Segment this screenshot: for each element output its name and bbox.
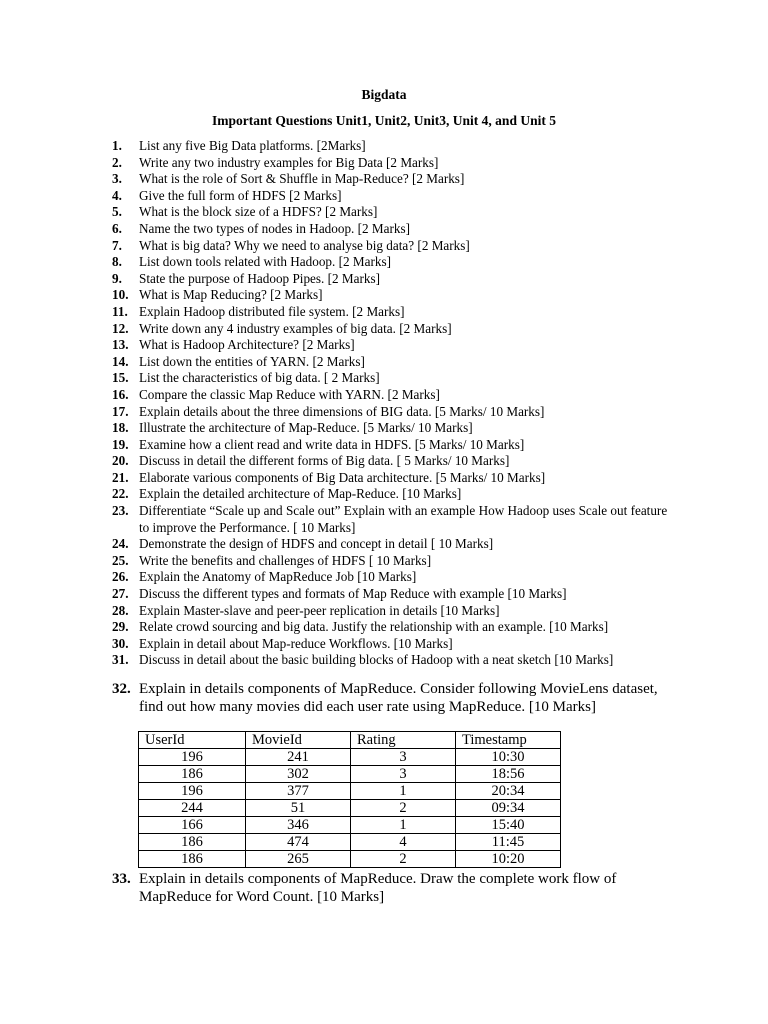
list-item — [112, 453, 672, 470]
list-item — [112, 569, 672, 586]
question-number: 18. — [112, 420, 129, 436]
question-text: Discuss the different types and formats of Map Reduce with example [10 Marks] — [139, 586, 567, 602]
list-item — [112, 188, 672, 205]
table-cell: 4 — [351, 834, 456, 851]
header-timestamp: Timestamp — [456, 732, 561, 749]
question-text: Explain in detail about Map-reduce Workflows. [10 Marks] — [139, 635, 453, 651]
question-number: 28. — [112, 602, 129, 618]
table-cell: 346 — [246, 817, 351, 834]
table-cell: 186 — [139, 834, 246, 851]
question-number: 30. — [112, 635, 129, 651]
table-row — [139, 834, 561, 851]
question-text: Relate crowd sourcing and big data. Justify the relationship with an example. [10 Marks] — [139, 619, 609, 635]
list-item — [112, 503, 672, 536]
question-number: 11. — [112, 303, 128, 319]
question-number: 29. — [112, 619, 129, 635]
question-text: What is the role of Sort & Shuffle in Map-Reduce? [2 Marks] — [139, 171, 465, 187]
question-number: 6. — [112, 220, 122, 236]
question-number: 9. — [112, 270, 122, 286]
question-33 — [112, 871, 672, 906]
list-item — [112, 486, 672, 503]
table-cell: 1 — [351, 817, 456, 834]
question-text: List the characteristics of big data. [ 2 Marks] — [139, 370, 380, 386]
question-text: Explain the Anatomy of MapReduce Job [10 Marks] — [139, 569, 417, 585]
question-text: Explain in details components of MapReduce. Consider following MovieLens dataset, find out how many movies did each user rate using MapReduce. [10 Marks] — [139, 681, 658, 715]
list-item — [112, 304, 672, 321]
list-item — [112, 420, 672, 437]
list-item — [112, 171, 672, 188]
question-number: 25. — [112, 552, 129, 568]
movielens-table — [138, 731, 561, 868]
table-cell: 11:45 — [456, 834, 561, 851]
question-text: Name the two types of nodes in Hadoop. [2 Marks] — [139, 220, 411, 236]
table-cell: 18:56 — [456, 766, 561, 783]
question-text: Discuss in detail the different forms of Big data. [ 5 Marks/ 10 Marks] — [139, 453, 510, 469]
table-body — [139, 749, 561, 868]
table-cell: 10:30 — [456, 749, 561, 766]
table-row — [139, 749, 561, 766]
question-number: 31. — [112, 652, 129, 668]
header-rating: Rating — [351, 732, 456, 749]
table-row — [139, 817, 561, 834]
question-number: 27. — [112, 586, 129, 602]
question-text: Give the full form of HDFS [2 Marks] — [139, 187, 342, 203]
question-number: 20. — [112, 453, 129, 469]
table-cell: 265 — [246, 851, 351, 868]
table-cell: 241 — [246, 749, 351, 766]
list-item — [112, 619, 672, 636]
list-item — [112, 321, 672, 338]
question-text: Compare the classic Map Reduce with YARN. [2 Marks] — [139, 386, 440, 402]
question-text: Explain details about the three dimensions of BIG data. [5 Marks/ 10 Marks] — [139, 403, 545, 419]
question-number: 19. — [112, 436, 129, 452]
table-cell: 15:40 — [456, 817, 561, 834]
list-item — [112, 354, 672, 371]
table-row — [139, 851, 561, 868]
table-cell: 186 — [139, 851, 246, 868]
question-text: Demonstrate the design of HDFS and concept in detail [ 10 Marks] — [139, 536, 494, 552]
table-cell: 3 — [351, 766, 456, 783]
table-cell: 196 — [139, 749, 246, 766]
list-item — [112, 337, 672, 354]
question-text: What is big data? Why we need to analyse big data? [2 Marks] — [139, 237, 470, 253]
question-number: 14. — [112, 353, 129, 369]
list-item — [112, 254, 672, 271]
table-cell: 377 — [246, 783, 351, 800]
list-item — [112, 155, 672, 172]
list-item — [112, 370, 672, 387]
question-number: 5. — [112, 204, 122, 220]
list-item — [112, 636, 672, 653]
question-number: 26. — [112, 569, 129, 585]
list-item — [112, 553, 672, 570]
question-text: Write the benefits and challenges of HDFS [ 10 Marks] — [139, 552, 432, 568]
table-cell: 186 — [139, 766, 246, 783]
question-number: 33. — [112, 871, 131, 887]
question-text: Explain Hadoop distributed file system. [2 Marks] — [139, 303, 405, 319]
list-item — [112, 603, 672, 620]
question-text: Explain Master-slave and peer-peer replication in details [10 Marks] — [139, 602, 500, 618]
list-item — [112, 652, 672, 669]
list-item — [112, 204, 672, 221]
header-userid: UserId — [139, 732, 246, 749]
question-list — [112, 138, 672, 669]
list-item — [112, 586, 672, 603]
question-number: 17. — [112, 403, 129, 419]
header-movieid: MovieId — [246, 732, 351, 749]
question-text: Illustrate the architecture of Map-Reduce. [5 Marks/ 10 Marks] — [139, 420, 473, 436]
table-row — [139, 766, 561, 783]
question-number: 3. — [112, 171, 122, 187]
question-number: 1. — [112, 138, 122, 153]
list-item — [112, 404, 672, 421]
question-number: 7. — [112, 237, 122, 253]
list-item — [112, 287, 672, 304]
list-item — [112, 271, 672, 288]
question-number: 21. — [112, 469, 129, 485]
question-text: List down the entities of YARN. [2 Marks] — [139, 353, 365, 369]
table-header-row — [139, 732, 561, 749]
list-item — [112, 437, 672, 454]
question-text: List any five Big Data platforms. [2Marks] — [139, 138, 366, 153]
question-number: 13. — [112, 337, 129, 353]
document-subtitle: Important Questions Unit1, Unit2, Unit3, Unit 4, and Unit 5 — [212, 113, 556, 128]
table-cell: 196 — [139, 783, 246, 800]
list-item — [112, 470, 672, 487]
question-number: 4. — [112, 187, 122, 203]
question-number: 24. — [112, 536, 129, 552]
question-text: Elaborate various components of Big Data architecture. [5 Marks/ 10 Marks] — [139, 469, 546, 485]
question-number: 32. — [112, 681, 131, 697]
question-text: Explain in details components of MapReduce. Draw the complete work flow of MapReduce for Word Count. [10 Marks] — [139, 871, 617, 905]
list-item — [112, 536, 672, 553]
question-text: Write down any 4 industry examples of big data. [2 Marks] — [139, 320, 452, 336]
table-cell: 10:20 — [456, 851, 561, 868]
table-cell: 2 — [351, 800, 456, 817]
question-text: Examine how a client read and write data in HDFS. [5 Marks/ 10 Marks] — [139, 436, 525, 452]
table-cell: 3 — [351, 749, 456, 766]
question-number: 10. — [112, 287, 129, 303]
table-row — [139, 783, 561, 800]
table-cell: 302 — [246, 766, 351, 783]
list-item — [112, 238, 672, 255]
question-text: What is Hadoop Architecture? [2 Marks] — [139, 337, 355, 353]
table-cell: 166 — [139, 817, 246, 834]
question-number: 8. — [112, 254, 122, 270]
table-row — [139, 800, 561, 817]
question-text: Differentiate “Scale up and Scale out” Explain with an example How Hadoop uses Scale out feature to improve the Performance. [ 10 Marks] — [139, 503, 668, 535]
table-cell: 1 — [351, 783, 456, 800]
list-item — [112, 387, 672, 404]
table-cell: 20:34 — [456, 783, 561, 800]
question-number: 15. — [112, 370, 129, 386]
question-text: Write any two industry examples for Big Data [2 Marks] — [139, 154, 439, 170]
question-text: State the purpose of Hadoop Pipes. [2 Marks] — [139, 270, 380, 286]
list-item — [112, 138, 672, 155]
question-number: 2. — [112, 154, 122, 170]
list-item — [112, 221, 672, 238]
question-number: 22. — [112, 486, 129, 502]
question-text: What is the block size of a HDFS? [2 Marks] — [139, 204, 378, 220]
table-cell: 09:34 — [456, 800, 561, 817]
table-cell: 474 — [246, 834, 351, 851]
table-cell: 51 — [246, 800, 351, 817]
question-text: List down tools related with Hadoop. [2 Marks] — [139, 254, 391, 270]
question-text: Explain the detailed architecture of Map-Reduce. [10 Marks] — [139, 486, 462, 502]
question-32 — [112, 681, 672, 716]
document-title: Bigdata — [361, 87, 407, 102]
question-text: Discuss in detail about the basic building blocks of Hadoop with a neat sketch [10 Marks] — [139, 652, 614, 668]
table-cell: 2 — [351, 851, 456, 868]
question-text: What is Map Reducing? [2 Marks] — [139, 287, 323, 303]
question-number: 23. — [112, 503, 129, 519]
question-number: 16. — [112, 386, 129, 402]
question-number: 12. — [112, 320, 129, 336]
table-cell: 244 — [139, 800, 246, 817]
